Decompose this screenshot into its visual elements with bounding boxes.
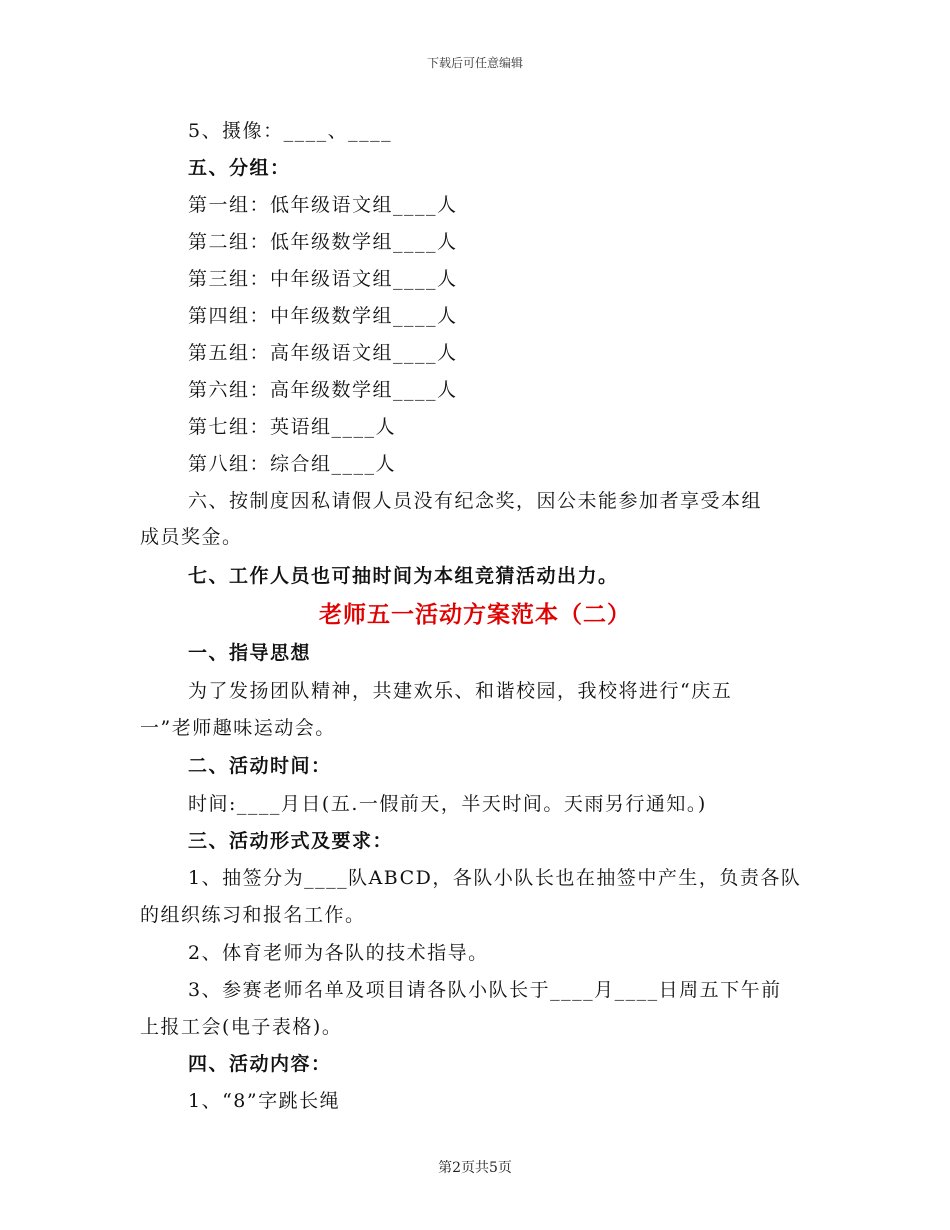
item-3-roster: 3、参赛老师名单及项目请各队小队长于____月____日周五下午前 [188, 979, 782, 1001]
heading-guiding-thought: 一、指导思想 [188, 642, 312, 664]
item-3-roster-cont: 上报工会(电子表格)。 [140, 1016, 343, 1038]
heading-form-requirements: 三、活动形式及要求： [188, 830, 394, 852]
paragraph-purpose-cont: 一”老师趣味运动会。 [140, 717, 336, 739]
page-footer: 第2页共5页 [438, 1160, 512, 1176]
group-8: 第八组：综合组____人 [188, 453, 397, 475]
content-item-1: 1、“8”字跳长绳 [188, 1090, 341, 1112]
line-photography: 5、摄像：____、____ [188, 120, 393, 142]
section-6-text: 六、按制度因私请假人员没有纪念奖，因公未能参加者享受本组 [188, 490, 763, 512]
doc-subtitle-red: 老师五一活动方案范本（二） [319, 601, 631, 628]
page-header: 下载后可任意编辑 [426, 56, 523, 70]
heading-activity-time: 二、活动时间： [188, 755, 332, 777]
group-4: 第四组：中年级数学组____人 [188, 305, 458, 327]
section-grouping-heading: 五、分组： [188, 157, 291, 179]
item-1-draw: 1、抽签分为____队ABCD，各队小队长也在抽签中产生，负责各队 [188, 867, 802, 889]
section-7-text: 七、工作人员也可抽时间为本组竞猜活动出力。 [188, 565, 619, 587]
line-time: 时间:____月日(五.一假前天，半天时间。天雨另行通知。) [188, 793, 707, 815]
group-5: 第五组：高年级语文组____人 [188, 342, 458, 364]
section-6-text-cont: 成员奖金。 [140, 526, 243, 548]
group-7: 第七组：英语组____人 [188, 416, 397, 438]
heading-activity-content: 四、活动内容： [188, 1053, 332, 1075]
group-6: 第六组：高年级数学组____人 [188, 379, 458, 401]
group-1: 第一组：低年级语文组____人 [188, 194, 458, 216]
item-2-pe-teacher: 2、体育老师为各队的技术指导。 [188, 942, 489, 964]
paragraph-purpose: 为了发扬团队精神，共建欢乐、和谐校园，我校将进行“庆五 [188, 680, 733, 702]
group-3: 第三组：中年级语文组____人 [188, 268, 458, 290]
item-1-draw-cont: 的组织练习和报名工作。 [140, 904, 366, 926]
group-2: 第二组：低年级数学组____人 [188, 231, 458, 253]
